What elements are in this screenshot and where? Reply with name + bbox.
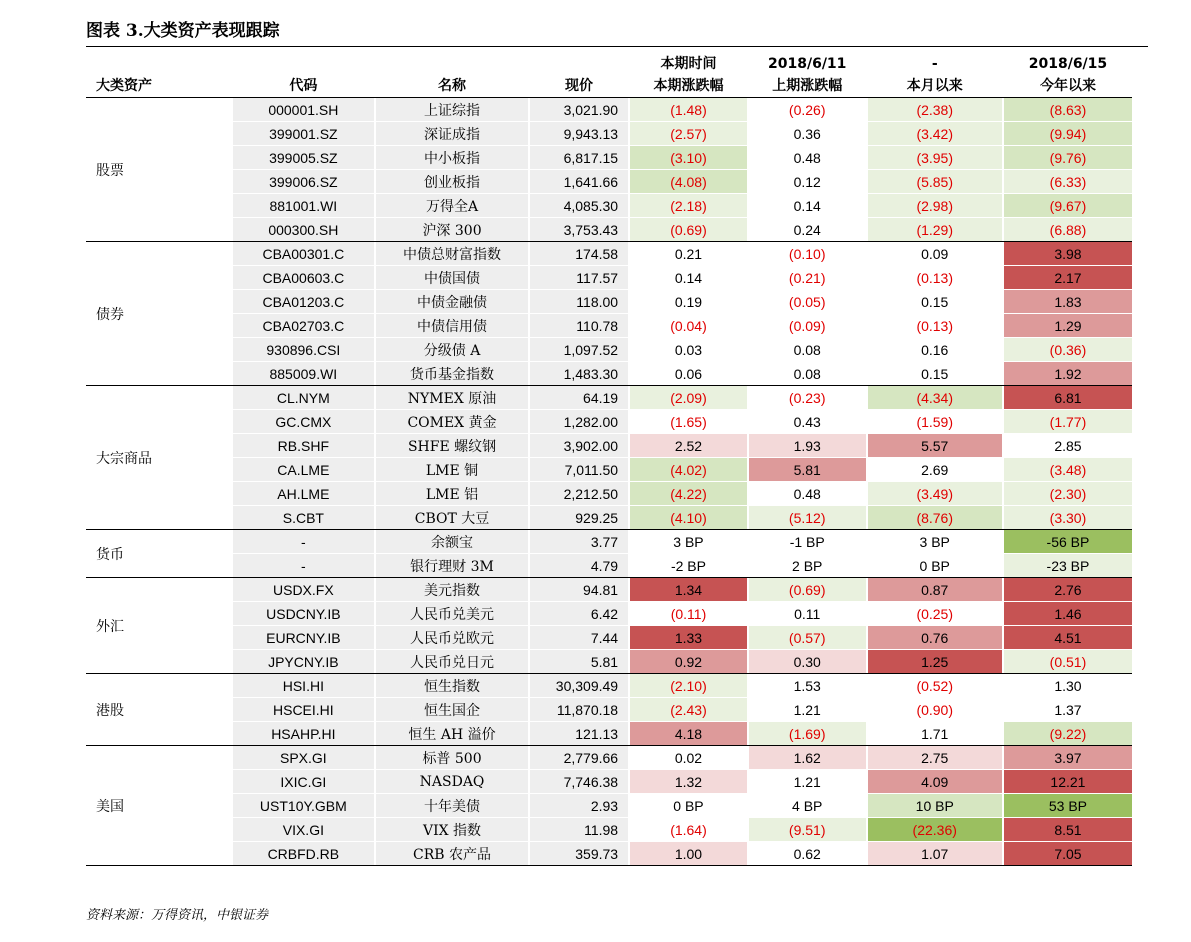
- table-row: [86, 410, 1132, 434]
- ytd-change-cell: (1.77): [1004, 410, 1132, 434]
- ticker-code: UST10Y.GBM: [233, 794, 374, 818]
- current-price: 1,282.00: [530, 410, 628, 434]
- current-price: 30,309.49: [530, 674, 628, 698]
- mtd-change-cell: (3.49): [868, 482, 1002, 506]
- period-change-cell: (4.22): [630, 482, 747, 506]
- table-row: [86, 698, 1132, 722]
- period-change-cell: 0.92: [630, 650, 747, 674]
- ytd-change-cell: (9.76): [1004, 146, 1132, 170]
- header-period-label: 本期时间: [660, 56, 717, 72]
- ticker-code: S.CBT: [233, 506, 374, 530]
- period-change-cell: (2.10): [630, 674, 747, 698]
- prev-change-cell: 5.81: [749, 458, 866, 482]
- period-change-cell: 1.34: [630, 578, 747, 602]
- period-change-cell: 0.21: [630, 242, 747, 266]
- asset-name: 恒生 AH 溢价: [376, 722, 528, 746]
- current-price: 4.79: [530, 554, 628, 578]
- mtd-change-cell: 2.69: [868, 458, 1002, 482]
- asset-name: 美元指数: [376, 578, 528, 602]
- ticker-code: SPX.GI: [233, 746, 374, 770]
- prev-change-cell: 1.93: [749, 434, 866, 458]
- header-period-change: 本期涨跌幅: [630, 75, 747, 98]
- ytd-change-cell: -56 BP: [1004, 530, 1132, 554]
- current-price: 3,021.90: [530, 98, 628, 122]
- table-row: [86, 458, 1132, 482]
- mtd-change-cell: (3.95): [868, 146, 1002, 170]
- asset-name: 十年美债: [376, 794, 528, 818]
- mtd-change-cell: (1.29): [868, 218, 1002, 242]
- period-change-cell: 2.52: [630, 434, 747, 458]
- ytd-change-cell: 7.05: [1004, 842, 1132, 866]
- asset-name: 人民币兑欧元: [376, 626, 528, 650]
- mtd-change-cell: (5.85): [868, 170, 1002, 194]
- period-change-cell: (2.18): [630, 194, 747, 218]
- period-change-cell: (4.10): [630, 506, 747, 530]
- period-change-cell: (0.69): [630, 218, 747, 242]
- ytd-change-cell: 1.29: [1004, 314, 1132, 338]
- current-price: 1,641.66: [530, 170, 628, 194]
- table-row: [86, 770, 1132, 794]
- current-price: 6.42: [530, 602, 628, 626]
- category-label: 港股: [86, 674, 233, 746]
- mtd-change-cell: (0.13): [868, 266, 1002, 290]
- period-change-cell: (1.64): [630, 818, 747, 842]
- asset-name: LME 铝: [376, 482, 528, 506]
- period-change-cell: (0.04): [630, 314, 747, 338]
- ytd-change-cell: (3.48): [1004, 458, 1132, 482]
- prev-change-cell: (0.26): [749, 98, 866, 122]
- asset-name: 中债信用债: [376, 314, 528, 338]
- asset-name: 人民币兑美元: [376, 602, 528, 626]
- period-change-cell: 1.32: [630, 770, 747, 794]
- current-price: 2.93: [530, 794, 628, 818]
- prev-change-cell: -1 BP: [749, 530, 866, 554]
- ytd-change-cell: 4.51: [1004, 626, 1132, 650]
- mtd-change-cell: 2.75: [868, 746, 1002, 770]
- current-price: 174.58: [530, 242, 628, 266]
- prev-change-cell: 0.36: [749, 122, 866, 146]
- mtd-change-cell: 1.25: [868, 650, 1002, 674]
- prev-change-cell: 0.30: [749, 650, 866, 674]
- ticker-code: HSI.HI: [233, 674, 374, 698]
- prev-change-cell: 0.14: [749, 194, 866, 218]
- asset-name: 中小板指: [376, 146, 528, 170]
- asset-name: COMEX 黄金: [376, 410, 528, 434]
- ticker-code: AH.LME: [233, 482, 374, 506]
- header-blank: [86, 53, 233, 75]
- ytd-change-cell: 2.76: [1004, 578, 1132, 602]
- period-change-cell: 1.33: [630, 626, 747, 650]
- table-row: [86, 434, 1132, 458]
- mtd-change-cell: 5.57: [868, 434, 1002, 458]
- table-row: [86, 314, 1132, 338]
- mtd-change-cell: 0.09: [868, 242, 1002, 266]
- asset-name: CRB 农产品: [376, 842, 528, 866]
- header-row-dates: [86, 53, 1132, 75]
- table-row: [86, 530, 1132, 554]
- mtd-change-cell: 0.15: [868, 362, 1002, 386]
- ticker-code: JPYCNY.IB: [233, 650, 374, 674]
- ticker-code: 885009.WI: [233, 362, 374, 386]
- current-price: 4,085.30: [530, 194, 628, 218]
- category-label: 外汇: [86, 578, 233, 674]
- prev-change-cell: 1.62: [749, 746, 866, 770]
- header-prev-change: 上期涨跌幅: [749, 75, 866, 98]
- current-price: 11.98: [530, 818, 628, 842]
- header-asset-class: 大类资产: [86, 75, 233, 98]
- category-label: 股票: [86, 98, 233, 242]
- prev-change-cell: 0.48: [749, 482, 866, 506]
- period-change-cell: 0.03: [630, 338, 747, 362]
- header-name: 名称: [376, 75, 528, 98]
- ticker-code: -: [233, 554, 374, 578]
- mtd-change-cell: 0.16: [868, 338, 1002, 362]
- prev-change-cell: 1.21: [749, 698, 866, 722]
- ticker-code: 399005.SZ: [233, 146, 374, 170]
- ticker-code: 000001.SH: [233, 98, 374, 122]
- ticker-code: CA.LME: [233, 458, 374, 482]
- table-row: [86, 554, 1132, 578]
- asset-name: 沪深 300: [376, 218, 528, 242]
- header-blank: [530, 53, 628, 75]
- table-row: [86, 578, 1132, 602]
- period-change-cell: 4.18: [630, 722, 747, 746]
- mtd-change-cell: (0.13): [868, 314, 1002, 338]
- prev-change-cell: (0.10): [749, 242, 866, 266]
- period-change-cell: (4.08): [630, 170, 747, 194]
- ytd-change-cell: (9.94): [1004, 122, 1132, 146]
- current-price: 6,817.15: [530, 146, 628, 170]
- period-change-cell: 0.14: [630, 266, 747, 290]
- prev-change-cell: (0.09): [749, 314, 866, 338]
- ticker-code: CBA02703.C: [233, 314, 374, 338]
- ytd-change-cell: 2.17: [1004, 266, 1132, 290]
- mtd-change-cell: (3.42): [868, 122, 1002, 146]
- period-change-cell: (4.02): [630, 458, 747, 482]
- ytd-change-cell: (6.88): [1004, 218, 1132, 242]
- prev-change-cell: 0.62: [749, 842, 866, 866]
- mtd-change-cell: (4.34): [868, 386, 1002, 410]
- ticker-code: CRBFD.RB: [233, 842, 374, 866]
- current-price: 7,011.50: [530, 458, 628, 482]
- table-row: [86, 338, 1132, 362]
- ytd-change-cell: (9.22): [1004, 722, 1132, 746]
- current-price: 9,943.13: [530, 122, 628, 146]
- mtd-change-cell: (0.90): [868, 698, 1002, 722]
- ytd-change-cell: 1.30: [1004, 674, 1132, 698]
- ticker-code: USDCNY.IB: [233, 602, 374, 626]
- prev-change-cell: 0.12: [749, 170, 866, 194]
- period-change-cell: 0.19: [630, 290, 747, 314]
- period-change-cell: (0.11): [630, 602, 747, 626]
- asset-name: 人民币兑日元: [376, 650, 528, 674]
- ytd-change-cell: 3.98: [1004, 242, 1132, 266]
- prev-change-cell: (9.51): [749, 818, 866, 842]
- mtd-change-cell: (2.38): [868, 98, 1002, 122]
- header-mtd: 本月以来: [868, 75, 1002, 98]
- header-blank: [376, 53, 528, 75]
- prev-change-cell: 1.21: [749, 770, 866, 794]
- ytd-change-cell: 1.92: [1004, 362, 1132, 386]
- asset-name: NYMEX 原油: [376, 386, 528, 410]
- prev-change-cell: 0.43: [749, 410, 866, 434]
- period-change-cell: (2.09): [630, 386, 747, 410]
- prev-change-cell: 0.11: [749, 602, 866, 626]
- source-note: 资料来源：万得资讯，中银证券: [86, 908, 269, 923]
- ticker-code: GC.CMX: [233, 410, 374, 434]
- asset-name: 中债总财富指数: [376, 242, 528, 266]
- asset-name: 标普 500: [376, 746, 528, 770]
- prev-change-cell: 0.24: [749, 218, 866, 242]
- current-price: 121.13: [530, 722, 628, 746]
- prev-change-cell: 2 BP: [749, 554, 866, 578]
- table-row: [86, 386, 1132, 410]
- asset-name: VIX 指数: [376, 818, 528, 842]
- mtd-change-cell: 10 BP: [868, 794, 1002, 818]
- period-change-cell: -2 BP: [630, 554, 747, 578]
- ticker-code: 399001.SZ: [233, 122, 374, 146]
- ticker-code: CBA00603.C: [233, 266, 374, 290]
- mtd-change-cell: 1.71: [868, 722, 1002, 746]
- ytd-change-cell: 8.51: [1004, 818, 1132, 842]
- ytd-change-cell: (9.67): [1004, 194, 1132, 218]
- ytd-change-cell: 53 BP: [1004, 794, 1132, 818]
- asset-name: LME 铜: [376, 458, 528, 482]
- table-row: [86, 290, 1132, 314]
- header-ytd: 今年以来: [1004, 75, 1132, 98]
- table-row: [86, 218, 1132, 242]
- current-price: 1,097.52: [530, 338, 628, 362]
- period-change-cell: (2.43): [630, 698, 747, 722]
- prev-change-cell: (5.12): [749, 506, 866, 530]
- current-price: 64.19: [530, 386, 628, 410]
- category-label: 美国: [86, 746, 233, 866]
- mtd-change-cell: (2.98): [868, 194, 1002, 218]
- prev-change-cell: 0.08: [749, 362, 866, 386]
- period-change-cell: (2.57): [630, 122, 747, 146]
- header-blank: [233, 53, 374, 75]
- prev-change-cell: (0.23): [749, 386, 866, 410]
- table-row: [86, 122, 1132, 146]
- period-change-cell: (3.10): [630, 146, 747, 170]
- asset-name: 深证成指: [376, 122, 528, 146]
- current-price: 11,870.18: [530, 698, 628, 722]
- period-change-cell: 1.00: [630, 842, 747, 866]
- period-change-cell: (1.48): [630, 98, 747, 122]
- prev-change-cell: (0.57): [749, 626, 866, 650]
- ticker-code: -: [233, 530, 374, 554]
- mtd-change-cell: 4.09: [868, 770, 1002, 794]
- ticker-code: EURCNY.IB: [233, 626, 374, 650]
- asset-name: 余额宝: [376, 530, 528, 554]
- table-row: [86, 194, 1132, 218]
- current-price: 117.57: [530, 266, 628, 290]
- prev-change-cell: (0.69): [749, 578, 866, 602]
- table-row: [86, 674, 1132, 698]
- ticker-code: CBA01203.C: [233, 290, 374, 314]
- ticker-code: CL.NYM: [233, 386, 374, 410]
- asset-name: SHFE 螺纹钢: [376, 434, 528, 458]
- current-price: 7,746.38: [530, 770, 628, 794]
- ticker-code: 000300.SH: [233, 218, 374, 242]
- category-label: 大宗商品: [86, 386, 233, 530]
- table-row: [86, 242, 1132, 266]
- ticker-code: RB.SHF: [233, 434, 374, 458]
- header-date-current: 2018/6/15: [1028, 56, 1108, 72]
- prev-change-cell: 1.53: [749, 674, 866, 698]
- asset-name: 分级债 A: [376, 338, 528, 362]
- mtd-change-cell: 0 BP: [868, 554, 1002, 578]
- asset-name: 万得全A: [376, 194, 528, 218]
- figure-title: 图表 3.大类资产表现跟踪: [86, 21, 280, 41]
- table-row: [86, 746, 1132, 770]
- header-code: 代码: [233, 75, 374, 98]
- title-rule: [86, 46, 1148, 47]
- asset-name: 恒生指数: [376, 674, 528, 698]
- ytd-change-cell: 3.97: [1004, 746, 1132, 770]
- table-row: [86, 482, 1132, 506]
- asset-name: 银行理财 3M: [376, 554, 528, 578]
- asset-name: 恒生国企: [376, 698, 528, 722]
- current-price: 359.73: [530, 842, 628, 866]
- category-label: 债券: [86, 242, 233, 386]
- table-row: [86, 146, 1132, 170]
- mtd-change-cell: (1.59): [868, 410, 1002, 434]
- current-price: 929.25: [530, 506, 628, 530]
- mtd-change-cell: (0.25): [868, 602, 1002, 626]
- table-body: [86, 98, 1132, 866]
- ytd-change-cell: -23 BP: [1004, 554, 1132, 578]
- table-row: [86, 506, 1132, 530]
- current-price: 3,753.43: [530, 218, 628, 242]
- ticker-code: VIX.GI: [233, 818, 374, 842]
- current-price: 94.81: [530, 578, 628, 602]
- header-row-labels: [86, 75, 1132, 98]
- asset-name: 上证综指: [376, 98, 528, 122]
- period-change-cell: 0 BP: [630, 794, 747, 818]
- ytd-change-cell: 6.81: [1004, 386, 1132, 410]
- prev-change-cell: (1.69): [749, 722, 866, 746]
- ticker-code: 399006.SZ: [233, 170, 374, 194]
- asset-name: 中债金融债: [376, 290, 528, 314]
- table-row: [86, 266, 1132, 290]
- table-row: [86, 722, 1132, 746]
- table-row: [86, 818, 1132, 842]
- header-price: 现价: [530, 75, 628, 98]
- current-price: 110.78: [530, 314, 628, 338]
- ytd-change-cell: (2.30): [1004, 482, 1132, 506]
- ticker-code: 930896.CSI: [233, 338, 374, 362]
- mtd-change-cell: 0.76: [868, 626, 1002, 650]
- mtd-change-cell: (0.52): [868, 674, 1002, 698]
- ytd-change-cell: 2.85: [1004, 434, 1132, 458]
- table-row: [86, 626, 1132, 650]
- current-price: 3.77: [530, 530, 628, 554]
- prev-change-cell: 0.48: [749, 146, 866, 170]
- mtd-change-cell: (22.36): [868, 818, 1002, 842]
- current-price: 2,212.50: [530, 482, 628, 506]
- prev-change-cell: (0.21): [749, 266, 866, 290]
- header-dash: -: [931, 56, 938, 72]
- mtd-change-cell: 3 BP: [868, 530, 1002, 554]
- asset-name: 中债国债: [376, 266, 528, 290]
- prev-change-cell: 0.08: [749, 338, 866, 362]
- mtd-change-cell: (8.76): [868, 506, 1002, 530]
- ytd-change-cell: 1.46: [1004, 602, 1132, 626]
- ytd-change-cell: (0.51): [1004, 650, 1132, 674]
- period-change-cell: 0.06: [630, 362, 747, 386]
- header-date-prev: 2018/6/11: [768, 56, 847, 72]
- asset-name: 创业板指: [376, 170, 528, 194]
- ticker-code: HSCEI.HI: [233, 698, 374, 722]
- category-label: 货币: [86, 530, 233, 578]
- period-change-cell: 0.02: [630, 746, 747, 770]
- ticker-code: HSAHP.HI: [233, 722, 374, 746]
- ytd-change-cell: (0.36): [1004, 338, 1132, 362]
- current-price: 5.81: [530, 650, 628, 674]
- mtd-change-cell: 0.87: [868, 578, 1002, 602]
- ticker-code: CBA00301.C: [233, 242, 374, 266]
- table-row: [86, 602, 1132, 626]
- ytd-change-cell: (3.30): [1004, 506, 1132, 530]
- asset-performance-table: [86, 53, 1132, 866]
- ytd-change-cell: 1.37: [1004, 698, 1132, 722]
- asset-name: CBOT 大豆: [376, 506, 528, 530]
- prev-change-cell: 4 BP: [749, 794, 866, 818]
- ytd-change-cell: (8.63): [1004, 98, 1132, 122]
- current-price: 2,779.66: [530, 746, 628, 770]
- ytd-change-cell: (6.33): [1004, 170, 1132, 194]
- mtd-change-cell: 0.15: [868, 290, 1002, 314]
- table-row: [86, 842, 1132, 866]
- ticker-code: USDX.FX: [233, 578, 374, 602]
- ytd-change-cell: 1.83: [1004, 290, 1132, 314]
- period-change-cell: (1.65): [630, 410, 747, 434]
- period-change-cell: 3 BP: [630, 530, 747, 554]
- table-row: [86, 362, 1132, 386]
- ytd-change-cell: 12.21: [1004, 770, 1132, 794]
- asset-name: 货币基金指数: [376, 362, 528, 386]
- table-row: [86, 98, 1132, 122]
- table-row: [86, 794, 1132, 818]
- prev-change-cell: (0.05): [749, 290, 866, 314]
- ticker-code: 881001.WI: [233, 194, 374, 218]
- ticker-code: IXIC.GI: [233, 770, 374, 794]
- current-price: 3,902.00: [530, 434, 628, 458]
- asset-name: NASDAQ: [376, 770, 528, 794]
- table-row: [86, 650, 1132, 674]
- current-price: 1,483.30: [530, 362, 628, 386]
- table-row: [86, 170, 1132, 194]
- mtd-change-cell: 1.07: [868, 842, 1002, 866]
- current-price: 7.44: [530, 626, 628, 650]
- current-price: 118.00: [530, 290, 628, 314]
